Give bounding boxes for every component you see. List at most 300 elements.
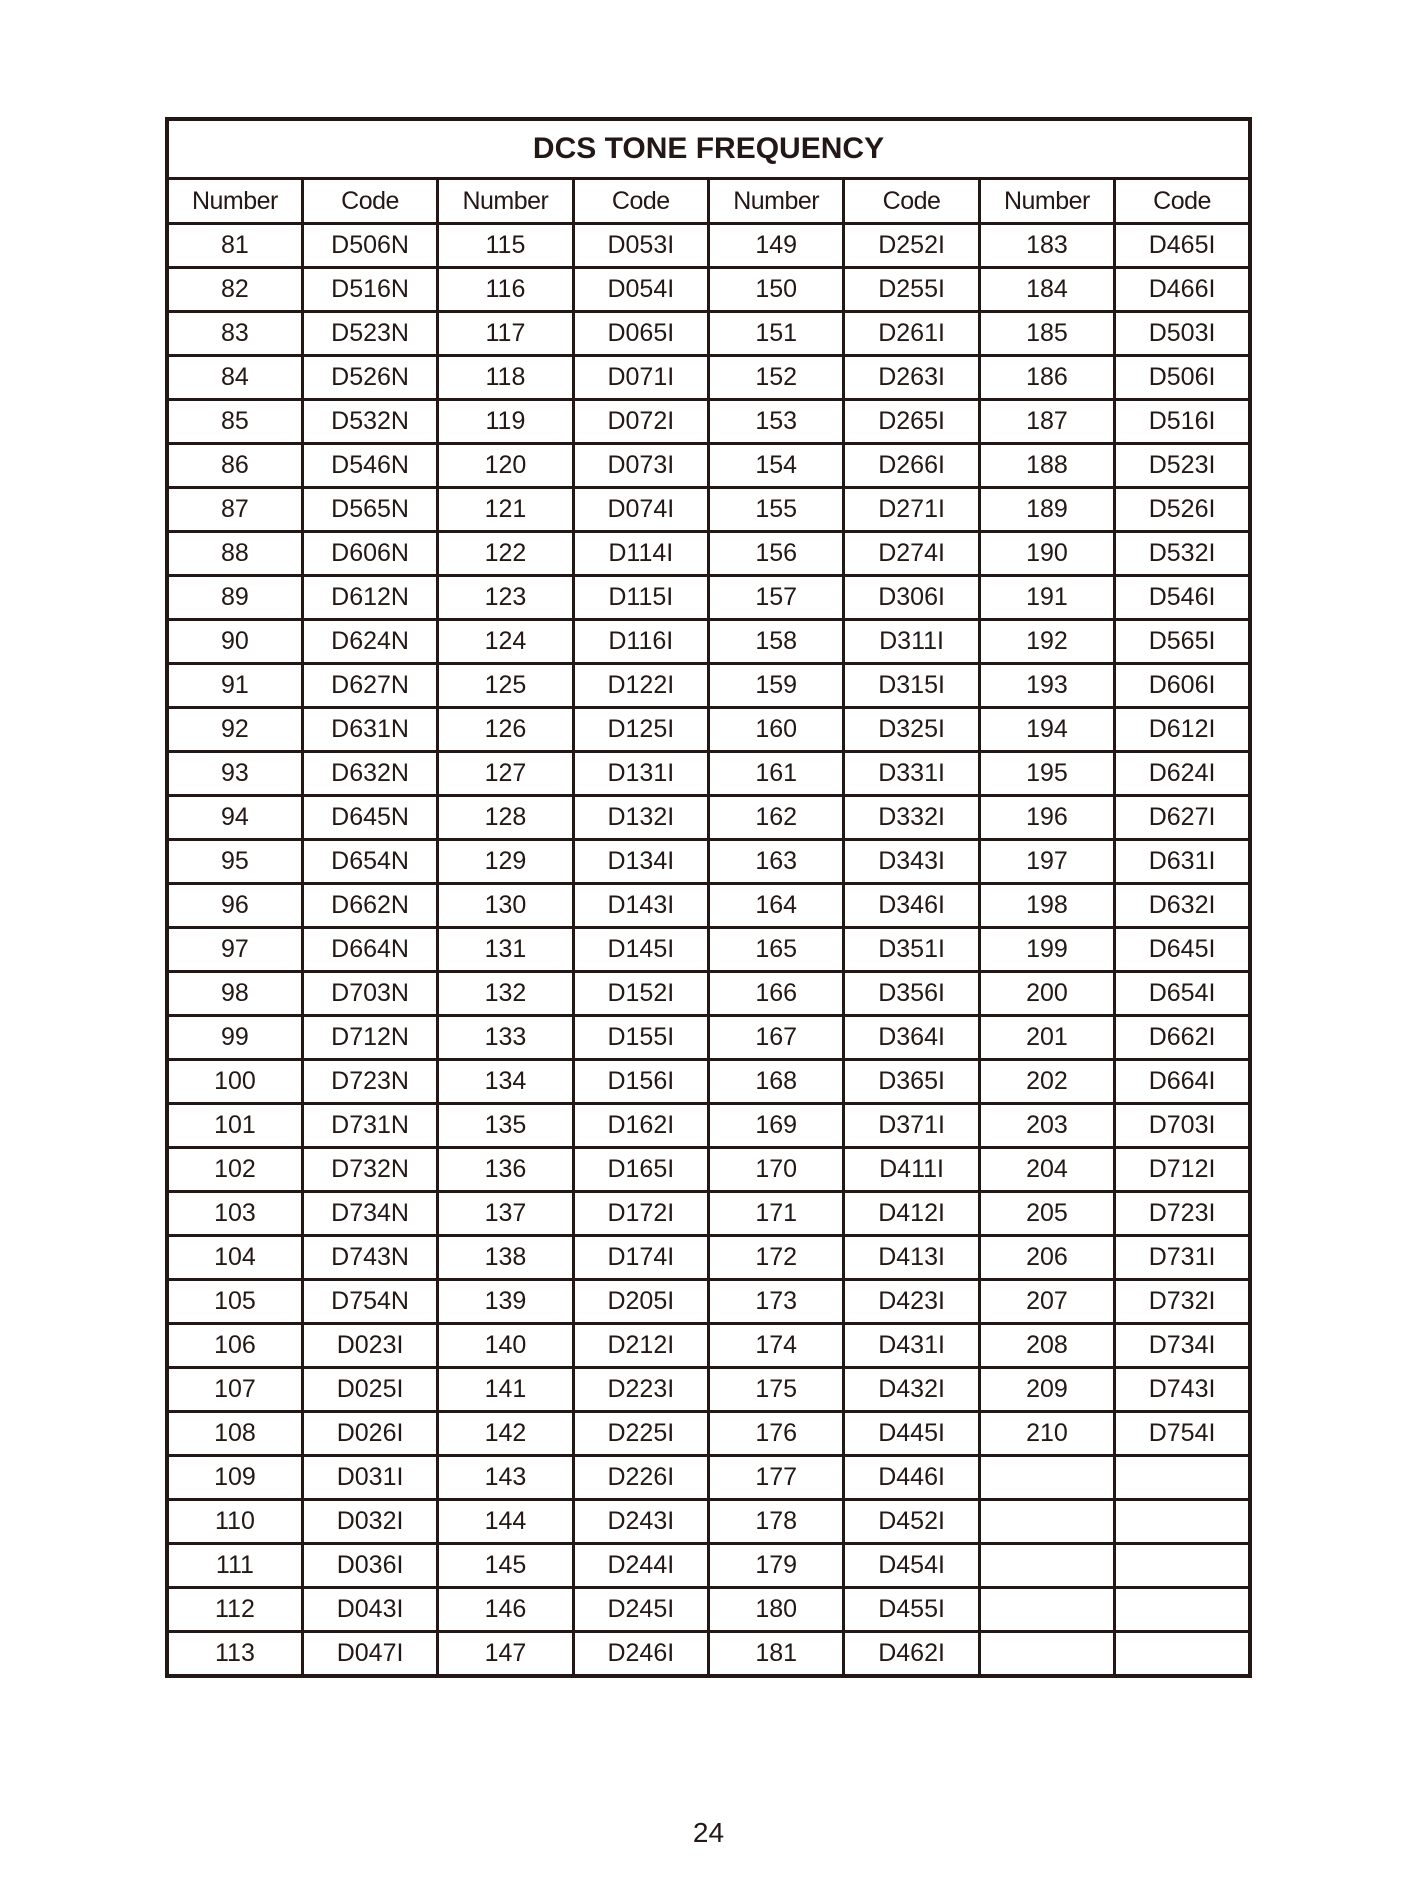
number-cell: 83	[167, 312, 302, 356]
table-row	[167, 1544, 1250, 1588]
number-cell: 131	[438, 928, 573, 972]
column-header-number: Number	[167, 179, 302, 224]
code-cell	[1115, 1456, 1250, 1500]
number-cell: 153	[709, 400, 844, 444]
number-cell: 97	[167, 928, 302, 972]
number-cell: 206	[979, 1236, 1114, 1280]
code-cell: D446I	[844, 1456, 979, 1500]
number-cell: 100	[167, 1060, 302, 1104]
code-cell: D624I	[1115, 752, 1250, 796]
number-cell: 89	[167, 576, 302, 620]
code-cell: D662N	[302, 884, 437, 928]
number-cell: 186	[979, 356, 1114, 400]
code-cell	[1115, 1588, 1250, 1632]
number-cell: 194	[979, 708, 1114, 752]
code-cell: D565N	[302, 488, 437, 532]
number-cell: 169	[709, 1104, 844, 1148]
code-cell: D654I	[1115, 972, 1250, 1016]
code-cell: D255I	[844, 268, 979, 312]
code-cell: D125I	[573, 708, 708, 752]
table-row	[167, 1412, 1250, 1456]
number-cell: 142	[438, 1412, 573, 1456]
code-cell: D612I	[1115, 708, 1250, 752]
code-cell	[1115, 1500, 1250, 1544]
number-cell: 197	[979, 840, 1114, 884]
code-cell: D114I	[573, 532, 708, 576]
code-cell: D364I	[844, 1016, 979, 1060]
code-cell: D115I	[573, 576, 708, 620]
table-row	[167, 796, 1250, 840]
table-row	[167, 576, 1250, 620]
column-header-number: Number	[979, 179, 1114, 224]
number-cell: 129	[438, 840, 573, 884]
table-row	[167, 1236, 1250, 1280]
code-cell: D143I	[573, 884, 708, 928]
code-cell: D546I	[1115, 576, 1250, 620]
number-cell: 185	[979, 312, 1114, 356]
number-cell: 86	[167, 444, 302, 488]
number-cell: 139	[438, 1280, 573, 1324]
number-cell: 119	[438, 400, 573, 444]
number-cell: 199	[979, 928, 1114, 972]
number-cell: 105	[167, 1280, 302, 1324]
code-cell: D631I	[1115, 840, 1250, 884]
code-cell: D732I	[1115, 1280, 1250, 1324]
code-cell: D053I	[573, 224, 708, 268]
number-cell: 177	[709, 1456, 844, 1500]
code-cell: D025I	[302, 1368, 437, 1412]
code-cell: D274I	[844, 532, 979, 576]
table-row	[167, 488, 1250, 532]
number-cell: 128	[438, 796, 573, 840]
number-cell: 134	[438, 1060, 573, 1104]
code-cell: D712N	[302, 1016, 437, 1060]
code-cell: D411I	[844, 1148, 979, 1192]
number-cell: 176	[709, 1412, 844, 1456]
code-cell: D155I	[573, 1016, 708, 1060]
code-cell: D243I	[573, 1500, 708, 1544]
number-cell: 190	[979, 532, 1114, 576]
table-row	[167, 928, 1250, 972]
number-cell: 95	[167, 840, 302, 884]
number-cell: 184	[979, 268, 1114, 312]
table-row	[167, 356, 1250, 400]
number-cell: 144	[438, 1500, 573, 1544]
number-cell: 151	[709, 312, 844, 356]
code-cell: D532I	[1115, 532, 1250, 576]
number-cell: 158	[709, 620, 844, 664]
code-cell: D565I	[1115, 620, 1250, 664]
code-cell: D346I	[844, 884, 979, 928]
code-cell: D261I	[844, 312, 979, 356]
number-cell: 174	[709, 1324, 844, 1368]
code-cell: D526I	[1115, 488, 1250, 532]
code-cell: D627I	[1115, 796, 1250, 840]
number-cell: 143	[438, 1456, 573, 1500]
number-cell: 123	[438, 576, 573, 620]
number-cell: 87	[167, 488, 302, 532]
number-cell	[979, 1544, 1114, 1588]
number-cell: 147	[438, 1632, 573, 1677]
code-cell: D343I	[844, 840, 979, 884]
number-cell: 180	[709, 1588, 844, 1632]
column-header-code: Code	[302, 179, 437, 224]
table-row	[167, 1280, 1250, 1324]
code-cell: D212I	[573, 1324, 708, 1368]
code-cell: D306I	[844, 576, 979, 620]
number-cell: 126	[438, 708, 573, 752]
code-cell: D712I	[1115, 1148, 1250, 1192]
code-cell: D523I	[1115, 444, 1250, 488]
code-cell: D032I	[302, 1500, 437, 1544]
table-row	[167, 752, 1250, 796]
number-cell: 124	[438, 620, 573, 664]
table-row	[167, 1368, 1250, 1412]
code-cell: D246I	[573, 1632, 708, 1677]
code-cell: D723I	[1115, 1192, 1250, 1236]
code-cell: D465I	[1115, 224, 1250, 268]
table-row	[167, 840, 1250, 884]
number-cell: 205	[979, 1192, 1114, 1236]
number-cell: 200	[979, 972, 1114, 1016]
code-cell: D263I	[844, 356, 979, 400]
number-cell: 181	[709, 1632, 844, 1677]
number-cell: 173	[709, 1280, 844, 1324]
table-row	[167, 268, 1250, 312]
table-row	[167, 1324, 1250, 1368]
table-row	[167, 1500, 1250, 1544]
table-row	[167, 1016, 1250, 1060]
code-cell: D731N	[302, 1104, 437, 1148]
code-cell: D156I	[573, 1060, 708, 1104]
code-cell: D731I	[1115, 1236, 1250, 1280]
number-cell: 127	[438, 752, 573, 796]
number-cell: 118	[438, 356, 573, 400]
number-cell: 82	[167, 268, 302, 312]
code-cell: D723N	[302, 1060, 437, 1104]
number-cell: 196	[979, 796, 1114, 840]
number-cell: 202	[979, 1060, 1114, 1104]
number-cell: 163	[709, 840, 844, 884]
number-cell: 183	[979, 224, 1114, 268]
number-cell: 156	[709, 532, 844, 576]
table-row	[167, 664, 1250, 708]
table-row	[167, 708, 1250, 752]
code-cell: D031I	[302, 1456, 437, 1500]
code-cell: D423I	[844, 1280, 979, 1324]
code-cell: D516I	[1115, 400, 1250, 444]
number-cell	[979, 1456, 1114, 1500]
table-row	[167, 1456, 1250, 1500]
code-cell: D632I	[1115, 884, 1250, 928]
number-cell: 204	[979, 1148, 1114, 1192]
code-cell: D734I	[1115, 1324, 1250, 1368]
code-cell: D047I	[302, 1632, 437, 1677]
number-cell: 159	[709, 664, 844, 708]
number-cell: 125	[438, 664, 573, 708]
code-cell	[1115, 1544, 1250, 1588]
code-cell: D043I	[302, 1588, 437, 1632]
table-row	[167, 1104, 1250, 1148]
code-cell: D116I	[573, 620, 708, 664]
number-cell: 96	[167, 884, 302, 928]
code-cell: D244I	[573, 1544, 708, 1588]
code-cell: D325I	[844, 708, 979, 752]
code-cell: D703I	[1115, 1104, 1250, 1148]
number-cell: 98	[167, 972, 302, 1016]
code-cell: D162I	[573, 1104, 708, 1148]
number-cell: 207	[979, 1280, 1114, 1324]
code-cell: D703N	[302, 972, 437, 1016]
code-cell: D662I	[1115, 1016, 1250, 1060]
code-cell: D205I	[573, 1280, 708, 1324]
number-cell: 154	[709, 444, 844, 488]
code-cell: D413I	[844, 1236, 979, 1280]
number-cell: 178	[709, 1500, 844, 1544]
table-row	[167, 1060, 1250, 1104]
number-cell: 152	[709, 356, 844, 400]
code-cell: D455I	[844, 1588, 979, 1632]
number-cell: 167	[709, 1016, 844, 1060]
code-cell: D165I	[573, 1148, 708, 1192]
code-cell: D454I	[844, 1544, 979, 1588]
number-cell: 201	[979, 1016, 1114, 1060]
number-cell: 209	[979, 1368, 1114, 1412]
number-cell: 92	[167, 708, 302, 752]
dcs-tone-frequency-table	[165, 117, 1252, 1678]
number-cell: 138	[438, 1236, 573, 1280]
number-cell: 136	[438, 1148, 573, 1192]
code-cell: D754N	[302, 1280, 437, 1324]
number-cell: 160	[709, 708, 844, 752]
number-cell: 188	[979, 444, 1114, 488]
table-row	[167, 620, 1250, 664]
table-row	[167, 1148, 1250, 1192]
number-cell: 175	[709, 1368, 844, 1412]
code-cell: D526N	[302, 356, 437, 400]
number-cell: 93	[167, 752, 302, 796]
code-cell: D351I	[844, 928, 979, 972]
code-cell: D632N	[302, 752, 437, 796]
number-cell: 150	[709, 268, 844, 312]
code-cell: D506I	[1115, 356, 1250, 400]
code-cell: D412I	[844, 1192, 979, 1236]
number-cell: 162	[709, 796, 844, 840]
code-cell: D134I	[573, 840, 708, 884]
number-cell	[979, 1588, 1114, 1632]
number-cell	[979, 1500, 1114, 1544]
column-header-code: Code	[844, 179, 979, 224]
code-cell: D172I	[573, 1192, 708, 1236]
number-cell: 192	[979, 620, 1114, 664]
number-cell: 116	[438, 268, 573, 312]
table-row	[167, 532, 1250, 576]
code-cell: D743I	[1115, 1368, 1250, 1412]
number-cell: 165	[709, 928, 844, 972]
code-cell: D452I	[844, 1500, 979, 1544]
code-cell: D036I	[302, 1544, 437, 1588]
code-cell: D331I	[844, 752, 979, 796]
number-cell: 161	[709, 752, 844, 796]
number-cell: 193	[979, 664, 1114, 708]
code-cell: D627N	[302, 664, 437, 708]
number-cell: 157	[709, 576, 844, 620]
code-cell: D734N	[302, 1192, 437, 1236]
code-cell: D356I	[844, 972, 979, 1016]
number-cell: 198	[979, 884, 1114, 928]
code-cell: D071I	[573, 356, 708, 400]
code-cell: D664I	[1115, 1060, 1250, 1104]
code-cell: D506N	[302, 224, 437, 268]
table-title: DCS TONE FREQUENCY	[167, 119, 1250, 179]
code-cell: D252I	[844, 224, 979, 268]
number-cell: 106	[167, 1324, 302, 1368]
code-cell: D462I	[844, 1632, 979, 1677]
number-cell: 168	[709, 1060, 844, 1104]
table-row	[167, 1192, 1250, 1236]
number-cell: 85	[167, 400, 302, 444]
table-row	[167, 444, 1250, 488]
number-cell: 84	[167, 356, 302, 400]
number-cell: 155	[709, 488, 844, 532]
number-cell: 210	[979, 1412, 1114, 1456]
number-cell: 107	[167, 1368, 302, 1412]
number-cell: 189	[979, 488, 1114, 532]
code-cell: D266I	[844, 444, 979, 488]
code-cell: D122I	[573, 664, 708, 708]
code-cell: D131I	[573, 752, 708, 796]
code-cell: D732N	[302, 1148, 437, 1192]
code-cell: D265I	[844, 400, 979, 444]
number-cell: 130	[438, 884, 573, 928]
page-number: 24	[692, 1817, 725, 1848]
number-cell: 191	[979, 576, 1114, 620]
number-cell: 195	[979, 752, 1114, 796]
number-cell: 88	[167, 532, 302, 576]
number-cell: 103	[167, 1192, 302, 1236]
code-cell: D152I	[573, 972, 708, 1016]
code-cell: D654N	[302, 840, 437, 884]
number-cell: 81	[167, 224, 302, 268]
code-cell: D174I	[573, 1236, 708, 1280]
number-cell: 117	[438, 312, 573, 356]
number-cell: 90	[167, 620, 302, 664]
code-cell: D332I	[844, 796, 979, 840]
number-cell: 132	[438, 972, 573, 1016]
code-cell: D432I	[844, 1368, 979, 1412]
number-cell: 187	[979, 400, 1114, 444]
table-row	[167, 400, 1250, 444]
number-cell: 99	[167, 1016, 302, 1060]
number-cell: 135	[438, 1104, 573, 1148]
header-row	[167, 179, 1250, 224]
number-cell: 208	[979, 1324, 1114, 1368]
number-cell: 91	[167, 664, 302, 708]
column-header-number: Number	[438, 179, 573, 224]
number-cell: 94	[167, 796, 302, 840]
code-cell: D023I	[302, 1324, 437, 1368]
code-cell: D445I	[844, 1412, 979, 1456]
code-cell: D631N	[302, 708, 437, 752]
code-cell: D226I	[573, 1456, 708, 1500]
number-cell: 115	[438, 224, 573, 268]
code-cell: D065I	[573, 312, 708, 356]
number-cell: 122	[438, 532, 573, 576]
number-cell: 108	[167, 1412, 302, 1456]
number-cell: 111	[167, 1544, 302, 1588]
code-cell: D315I	[844, 664, 979, 708]
number-cell: 141	[438, 1368, 573, 1412]
column-header-code: Code	[573, 179, 708, 224]
number-cell	[979, 1632, 1114, 1677]
code-cell: D371I	[844, 1104, 979, 1148]
code-cell: D466I	[1115, 268, 1250, 312]
column-header-code: Code	[1115, 179, 1250, 224]
number-cell: 164	[709, 884, 844, 928]
number-cell: 109	[167, 1456, 302, 1500]
number-cell: 120	[438, 444, 573, 488]
number-cell: 172	[709, 1236, 844, 1280]
number-cell: 102	[167, 1148, 302, 1192]
code-cell: D606I	[1115, 664, 1250, 708]
code-cell: D664N	[302, 928, 437, 972]
number-cell: 101	[167, 1104, 302, 1148]
number-cell: 113	[167, 1632, 302, 1677]
table-row	[167, 1588, 1250, 1632]
number-cell: 121	[438, 488, 573, 532]
code-cell: D503I	[1115, 312, 1250, 356]
code-cell: D612N	[302, 576, 437, 620]
number-cell: 166	[709, 972, 844, 1016]
table-row	[167, 972, 1250, 1016]
code-cell: D523N	[302, 312, 437, 356]
code-cell: D365I	[844, 1060, 979, 1104]
number-cell: 203	[979, 1104, 1114, 1148]
code-cell: D073I	[573, 444, 708, 488]
number-cell: 149	[709, 224, 844, 268]
number-cell: 171	[709, 1192, 844, 1236]
column-header-number: Number	[709, 179, 844, 224]
code-cell: D645N	[302, 796, 437, 840]
code-cell: D074I	[573, 488, 708, 532]
code-cell: D245I	[573, 1588, 708, 1632]
number-cell: 104	[167, 1236, 302, 1280]
code-cell: D431I	[844, 1324, 979, 1368]
table-row	[167, 312, 1250, 356]
code-cell: D606N	[302, 532, 437, 576]
number-cell: 146	[438, 1588, 573, 1632]
code-cell: D026I	[302, 1412, 437, 1456]
number-cell: 140	[438, 1324, 573, 1368]
table-row	[167, 1632, 1250, 1677]
number-cell: 137	[438, 1192, 573, 1236]
code-cell: D054I	[573, 268, 708, 312]
table-row	[167, 224, 1250, 268]
number-cell: 179	[709, 1544, 844, 1588]
table-row	[167, 884, 1250, 928]
code-cell: D132I	[573, 796, 708, 840]
code-cell: D645I	[1115, 928, 1250, 972]
number-cell: 170	[709, 1148, 844, 1192]
number-cell: 110	[167, 1500, 302, 1544]
code-cell: D516N	[302, 268, 437, 312]
code-cell: D271I	[844, 488, 979, 532]
code-cell: D223I	[573, 1368, 708, 1412]
number-cell: 145	[438, 1544, 573, 1588]
code-cell: D546N	[302, 444, 437, 488]
code-cell: D754I	[1115, 1412, 1250, 1456]
number-cell: 112	[167, 1588, 302, 1632]
